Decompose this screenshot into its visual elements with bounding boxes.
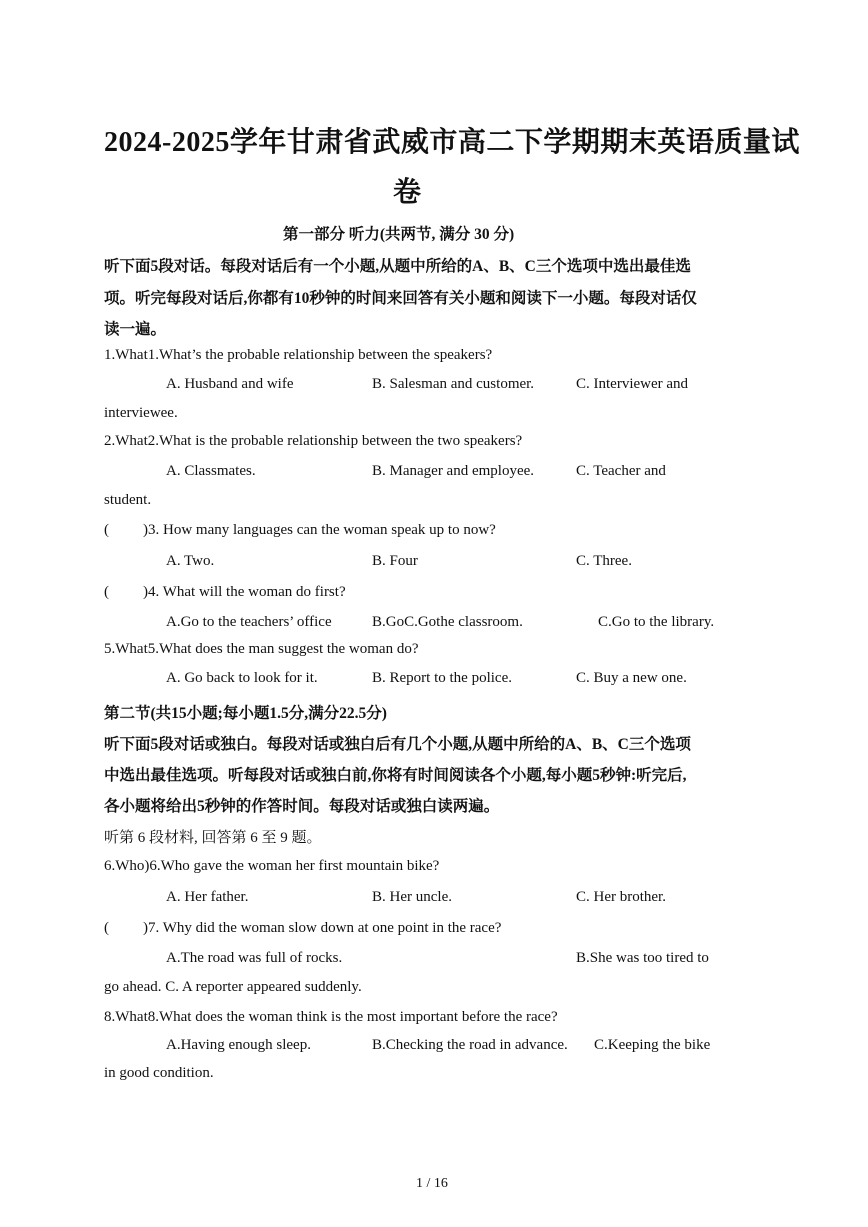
- section2-heading: 第二节(共15小题;每小题1.5分,满分22.5分): [104, 705, 387, 722]
- question-3-option-c: C. Three.: [576, 553, 632, 569]
- question-8-continuation: in good condition.: [104, 1065, 214, 1081]
- question-7-continuation: go ahead. C. A reporter appeared suddenly.: [104, 979, 362, 995]
- question-4-option-a: A.Go to the teachers’ office: [166, 614, 332, 630]
- page-number: 1 / 16: [416, 1176, 448, 1191]
- question-1-stem: 1.What1.What’s the probable relationship between the speakers?: [104, 347, 493, 363]
- question-4-answer-paren: (: [104, 584, 109, 600]
- question-5-option-b: B. Report to the police.: [372, 670, 512, 686]
- question-7-stem: )7. Why did the woman slow down at one point in the race?: [143, 920, 502, 936]
- section2-instruction-line3: 各小题将给出5秒钟的作答时间。每段对话或独白读两遍。: [104, 798, 500, 815]
- question-3-option-a: A. Two.: [166, 553, 215, 569]
- section1-instruction-line3: 读一遍。: [104, 321, 167, 338]
- part1-heading: 第一部分 听力(共两节, 满分 30 分): [283, 226, 515, 243]
- question-8-option-a: A.Having enough sleep.: [166, 1037, 311, 1053]
- question-2-stem: 2.What2.What is the probable relationship between the two speakers?: [104, 433, 523, 449]
- question-6-option-a: A. Her father.: [166, 889, 249, 905]
- question-6-stem: 6.Who)6.Who gave the woman her first mountain bike?: [104, 858, 440, 874]
- question-5-option-a: A. Go back to look for it.: [166, 670, 318, 686]
- question-3-option-b: B. Four: [372, 553, 418, 569]
- question-2-option-b: B. Manager and employee.: [372, 463, 535, 479]
- section1-instruction-line1: 听下面5段对话。每段对话后有一个小题,从题中所给的A、B、C三个选项中选出最佳选: [104, 258, 691, 275]
- question-4-option-c: C.Go to the library.: [598, 614, 715, 630]
- question-2-option-a: A. Classmates.: [166, 463, 256, 479]
- question-7-option-b: B.She was too tired to: [576, 950, 709, 966]
- question-4-stem: )4. What will the woman do first?: [143, 584, 346, 600]
- question-1-option-b: B. Salesman and customer.: [372, 376, 535, 392]
- document-title-line2: 卷: [393, 177, 422, 208]
- question-3-stem: )3. How many languages can the woman speak up to now?: [143, 522, 496, 538]
- question-3-answer-paren: (: [104, 522, 109, 538]
- question-8-option-c: C.Keeping the bike: [594, 1037, 711, 1053]
- question-6-option-b: B. Her uncle.: [372, 889, 452, 905]
- section1-instruction-line2: 项。听完每段对话后,你都有10秒钟的时间来回答有关小题和阅读下一小题。每段对话仅: [104, 290, 697, 307]
- question-6-option-c: C. Her brother.: [576, 889, 666, 905]
- question-5-option-c: C. Buy a new one.: [576, 670, 687, 686]
- question-1-option-c: C. Interviewer and: [576, 376, 689, 392]
- question-1-option-a: A. Husband and wife: [166, 376, 294, 392]
- question-1-continuation: interviewee.: [104, 405, 178, 421]
- question-2-option-c: C. Teacher and: [576, 463, 666, 479]
- question-7-option-a: A.The road was full of rocks.: [166, 950, 343, 966]
- question-7-answer-paren: (: [104, 920, 109, 936]
- question-4-option-b: B.GoC.Gothe classroom.: [372, 614, 523, 630]
- question-2-continuation: student.: [104, 492, 152, 508]
- question-5-stem: 5.What5.What does the man suggest the woman do?: [104, 641, 419, 657]
- question-8-stem: 8.What8.What does the woman think is the most important before the race?: [104, 1009, 558, 1025]
- section2-instruction-line1: 听下面5段对话或独白。每段对话或独白后有几个小题,从题中所给的A、B、C三个选项: [104, 736, 691, 753]
- document-title-line1: 2024-2025学年甘肃省武威市高二下学期期末英语质量试: [104, 127, 800, 158]
- question-8-option-b: B.Checking the road in advance.: [372, 1037, 568, 1053]
- material-6-instruction: 听第 6 段材料, 回答第 6 至 9 题。: [104, 830, 322, 846]
- section2-instruction-line2: 中选出最佳选项。听每段对话或独白前,你将有时间阅读各个小题,每小题5秒钟:听完后,: [104, 767, 687, 784]
